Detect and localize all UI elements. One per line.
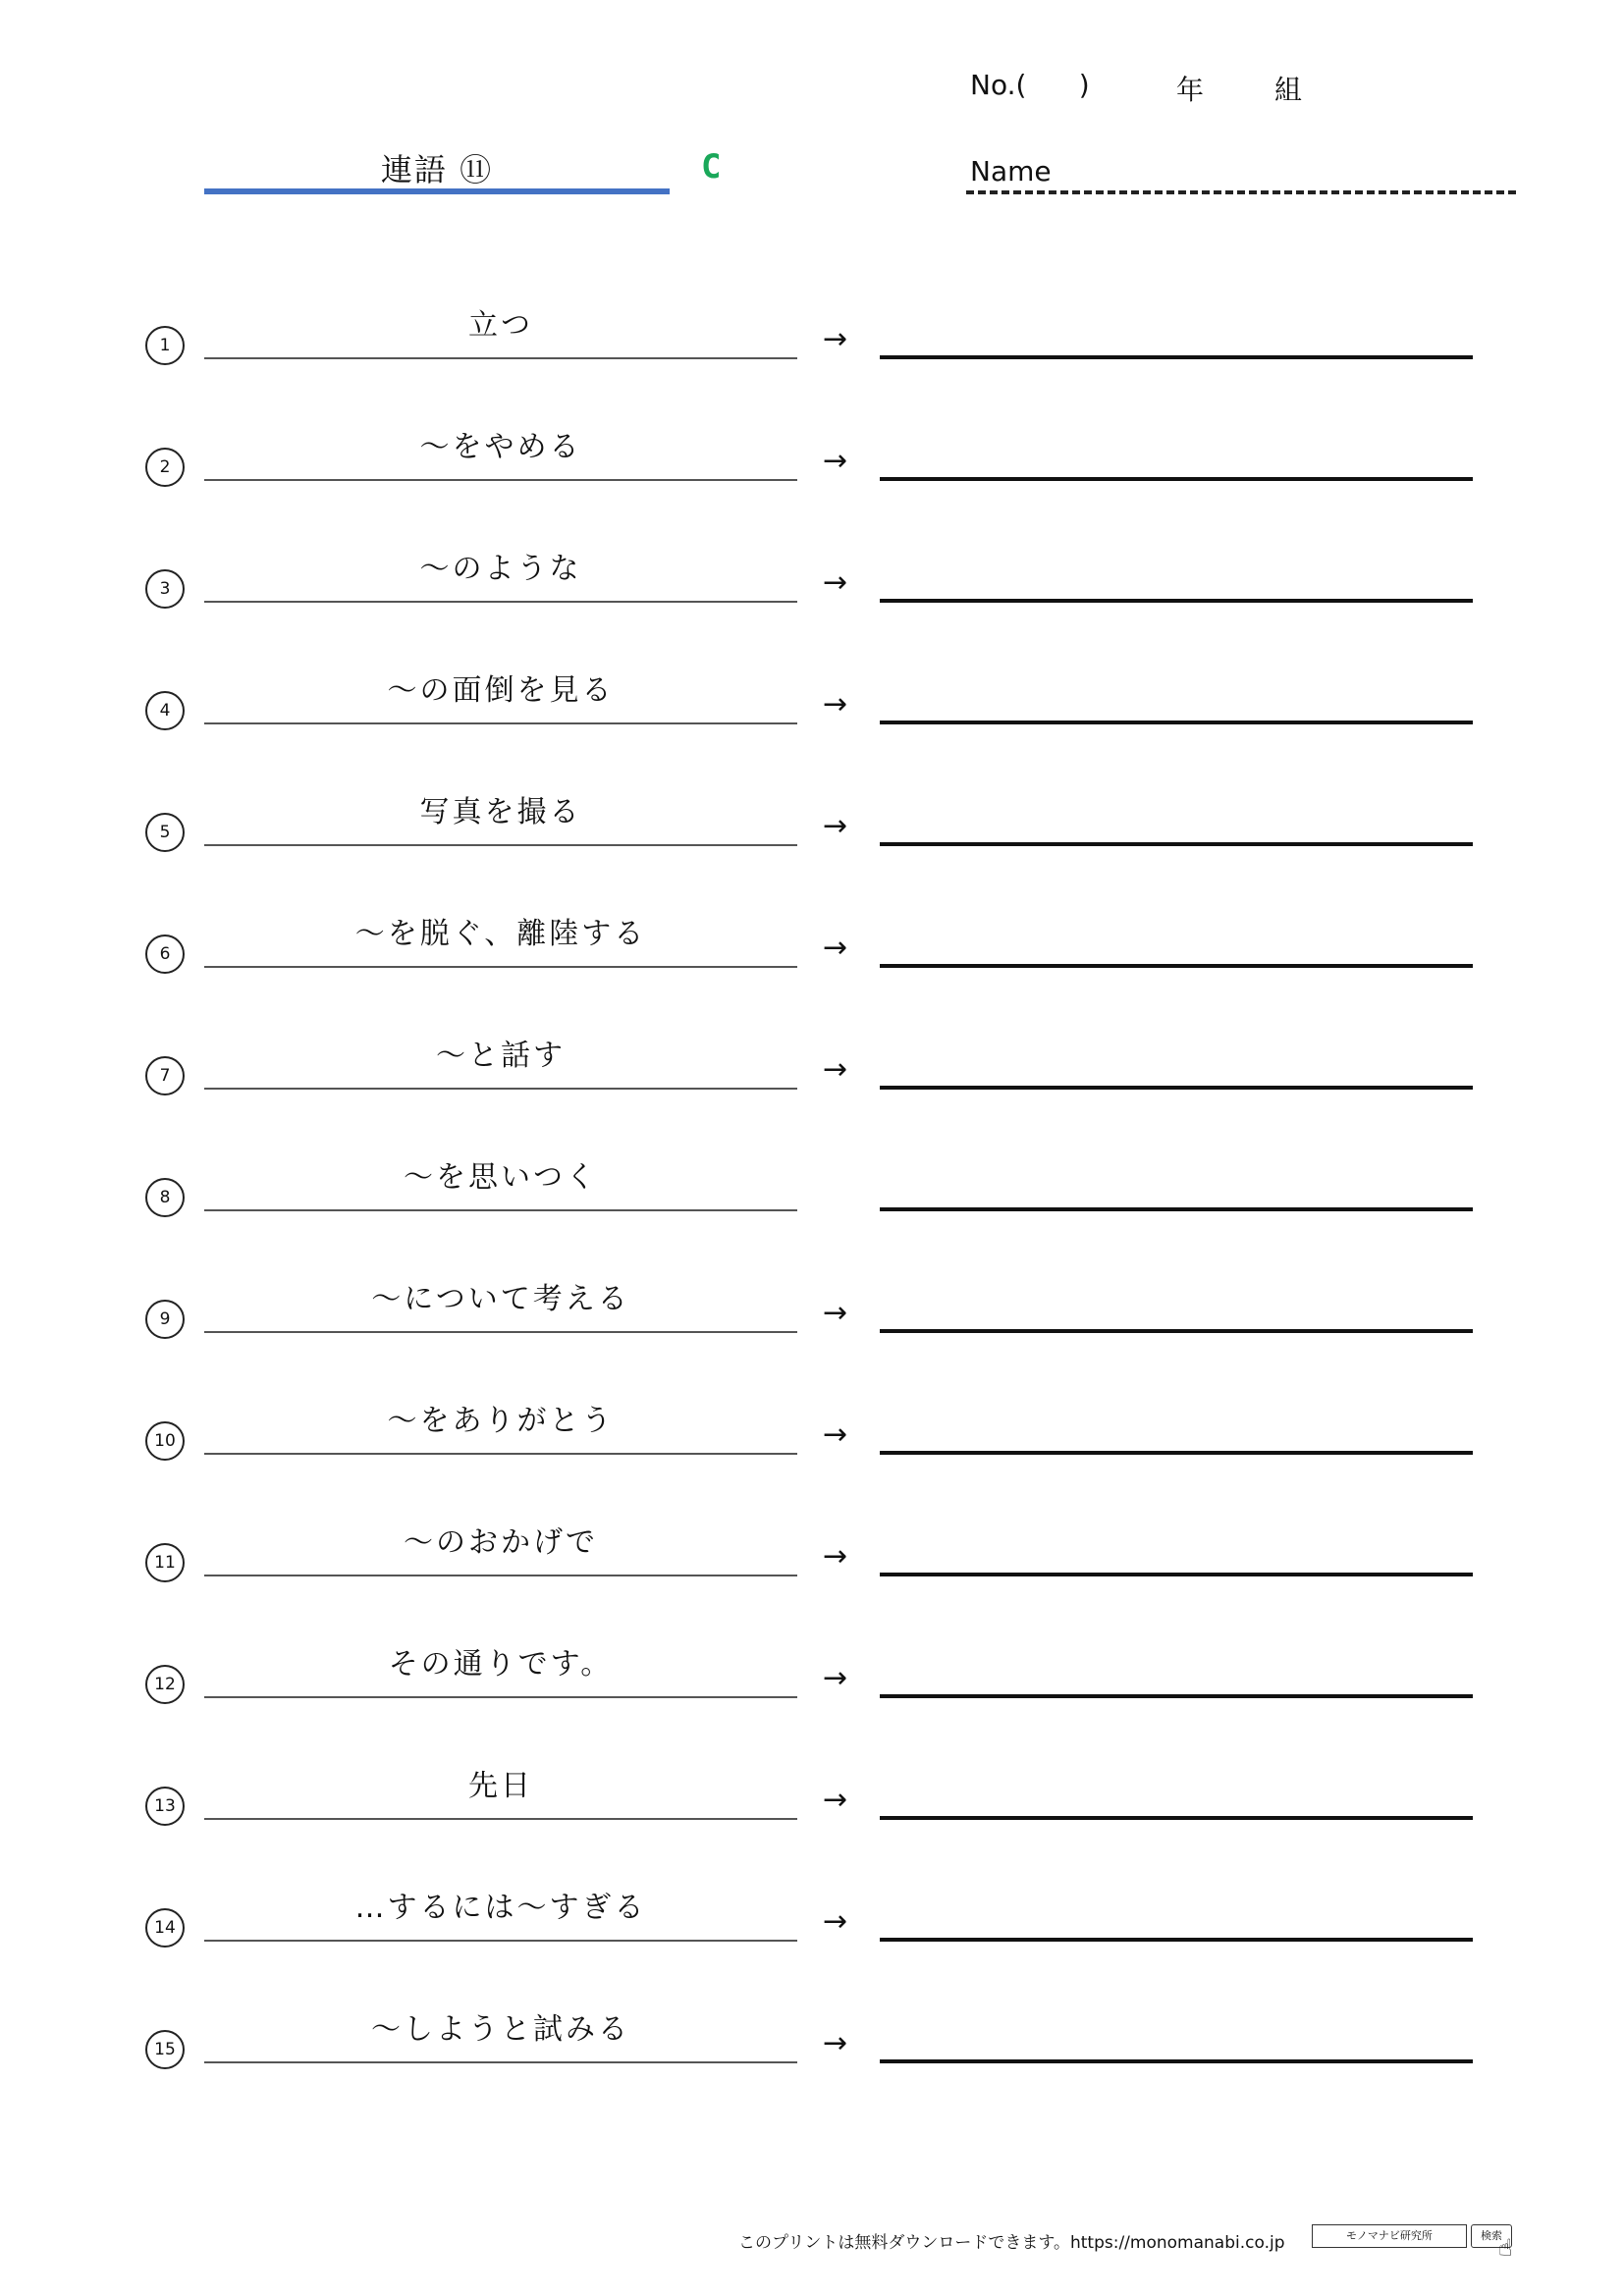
hand-pointer-icon: ☝ (1498, 2234, 1513, 2262)
phrase-underline (204, 601, 797, 603)
phrase-text: ～のおかげで (404, 1525, 598, 1560)
phrase-text: その通りです。 (388, 1647, 614, 1682)
answer-line[interactable] (880, 1694, 1473, 1698)
exercise-row (0, 1009, 1624, 1131)
answer-line[interactable] (880, 1451, 1473, 1455)
arrow-icon: → (823, 2026, 848, 2060)
arrow-icon: → (823, 444, 848, 478)
arrow-icon: → (823, 1296, 848, 1330)
answer-line[interactable] (880, 964, 1473, 968)
arrow-icon: → (823, 1661, 848, 1695)
answer-line[interactable] (880, 1573, 1473, 1576)
phrase-underline (204, 1088, 797, 1090)
arrow-icon: → (823, 1539, 848, 1574)
item-number: 8 (145, 1178, 185, 1217)
answer-line[interactable] (880, 842, 1473, 846)
answer-line[interactable] (880, 1207, 1473, 1211)
worksheet-title: 連語 ⑪ (380, 151, 494, 188)
answer-line[interactable] (880, 1938, 1473, 1942)
arrow-icon: → (823, 1052, 848, 1087)
phrase-underline (204, 1818, 797, 1820)
footer-download-notice: このプリントは無料ダウンロードできます。https://monomanabi.co.jp (738, 2233, 1285, 2253)
item-number: 11 (145, 1543, 185, 1582)
phrase-text: ～の面倒を見る (387, 673, 615, 708)
item-number: 5 (145, 813, 185, 852)
exercise-row (0, 279, 1624, 400)
name-label: Name (970, 155, 1052, 187)
exercise-row (0, 1618, 1624, 1739)
arrow-icon: → (823, 322, 848, 356)
arrow-icon: → (823, 1904, 848, 1939)
phrase-underline (204, 479, 797, 481)
exercise-row (0, 644, 1624, 766)
answer-line[interactable] (880, 355, 1473, 359)
exercise-row (0, 1861, 1624, 1983)
phrase-text: …するには～すぎる (354, 1891, 647, 1925)
phrase-text: ～をありがとう (387, 1404, 615, 1438)
phrase-underline (204, 1453, 797, 1455)
class-label: 組 (1274, 74, 1303, 106)
phrase-text: ～しようと試みる (371, 2012, 630, 2047)
number-field-label: No.( ) (970, 69, 1090, 101)
phrase-underline (204, 966, 797, 968)
item-number: 15 (145, 2030, 185, 2069)
exercise-row (0, 1739, 1624, 1861)
item-number: 1 (145, 326, 185, 365)
phrase-text: ～を思いつく (404, 1160, 598, 1195)
item-number: 4 (145, 691, 185, 730)
arrow-icon: → (823, 1417, 848, 1452)
phrase-text: 先日 (468, 1769, 533, 1803)
item-number: 7 (145, 1056, 185, 1095)
phrase-underline (204, 1940, 797, 1942)
phrase-underline (204, 1696, 797, 1698)
exercise-row (0, 766, 1624, 887)
arrow-icon: → (823, 931, 848, 965)
phrase-underline (204, 1331, 797, 1333)
arrow-icon: → (823, 1783, 848, 1817)
item-number: 14 (145, 1908, 185, 1948)
search-box[interactable]: モノマナビ研究所 (1312, 2224, 1467, 2248)
phrase-text: ～を脱ぐ、離陸する (354, 917, 647, 951)
phrase-underline (204, 1575, 797, 1576)
exercise-row (0, 1131, 1624, 1253)
item-number: 13 (145, 1787, 185, 1826)
exercise-row (0, 1253, 1624, 1374)
search-button[interactable]: 検索 (1471, 2224, 1512, 2248)
title-underline (204, 188, 670, 194)
phrase-underline (204, 2061, 797, 2063)
exercise-row (0, 522, 1624, 644)
phrase-text: ～について考える (371, 1282, 630, 1316)
exercise-row (0, 887, 1624, 1009)
answer-line[interactable] (880, 2059, 1473, 2063)
phrase-underline (204, 722, 797, 724)
phrase-underline (204, 357, 797, 359)
answer-line[interactable] (880, 721, 1473, 724)
answer-line[interactable] (880, 599, 1473, 603)
phrase-text: ～のような (419, 552, 582, 586)
answer-line[interactable] (880, 1086, 1473, 1090)
answer-line[interactable] (880, 1329, 1473, 1333)
arrow-icon: → (823, 687, 848, 721)
phrase-underline (204, 844, 797, 846)
answer-line[interactable] (880, 1816, 1473, 1820)
arrow-icon: → (823, 809, 848, 843)
item-number: 3 (145, 569, 185, 609)
year-label: 年 (1176, 74, 1205, 106)
level-badge: C (701, 147, 722, 187)
arrow-icon: → (823, 565, 848, 600)
exercise-row (0, 1983, 1624, 2105)
phrase-text: ～をやめる (419, 430, 582, 464)
item-number: 12 (145, 1665, 185, 1704)
item-number: 2 (145, 448, 185, 487)
item-number: 10 (145, 1421, 185, 1461)
item-number: 9 (145, 1300, 185, 1339)
name-write-line[interactable] (966, 190, 1516, 194)
exercise-row (0, 400, 1624, 522)
phrase-text: 立つ (468, 308, 533, 343)
exercise-row (0, 1374, 1624, 1496)
phrase-text: 写真を撮る (419, 795, 582, 829)
answer-line[interactable] (880, 477, 1473, 481)
phrase-underline (204, 1209, 797, 1211)
item-number: 6 (145, 934, 185, 974)
exercise-row (0, 1496, 1624, 1618)
phrase-text: ～と話す (436, 1039, 566, 1073)
